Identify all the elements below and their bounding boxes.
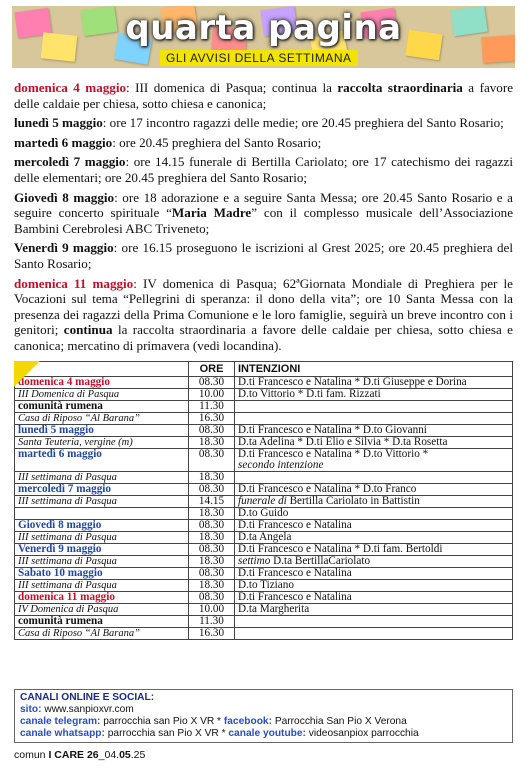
intention-text: D.ta Angela (238, 531, 292, 543)
header-intentions: INTENZIONI (235, 362, 513, 377)
intention-cell (235, 520, 513, 532)
notice-text: ” con il complesso musicale dell’Associazione Bambini Cerebrolesi ABC Triveneto; (14, 205, 514, 236)
intention-cell (235, 472, 513, 484)
notice-day: domenica 4 maggio (14, 80, 127, 95)
notice-day: martedì 6 maggio (14, 134, 113, 150)
day-name-cell (15, 568, 189, 580)
time-cell: 18.30 (189, 532, 235, 544)
day-name: Sabato 10 maggio (18, 567, 103, 579)
notice-bold: continua (63, 322, 113, 338)
notice-text: : ore 16.15 proseguono le iscrizioni al Grest 2025; ore 20.45 preghiera del Santo Rosario; (14, 240, 513, 271)
notice-text: a favore delle caldaie per chiesa, sotto chiesa e canonica; (14, 80, 514, 111)
day-subtitle-cell (15, 580, 189, 592)
notice-day: domenica 11 maggio (14, 275, 134, 291)
telegram-value[interactable]: parrocchia san Pio X VR * (100, 716, 224, 727)
table-header-row (15, 362, 513, 377)
day-name-cell (15, 616, 189, 628)
day-subtitle-cell (15, 628, 189, 640)
day-subtitle-cell (15, 496, 189, 508)
day-subtitle-cell (15, 604, 189, 616)
day-name-cell (15, 377, 189, 389)
intention-cell (235, 556, 513, 568)
day-subtitle: III Domenica di Pasqua (18, 389, 120, 400)
day-name: domenica 11 maggio (18, 591, 115, 603)
time-cell: 14.15 (189, 496, 235, 508)
table-row (15, 377, 513, 389)
intention-text: D.to Tiziano (238, 579, 294, 591)
day-name: comunità rumena (18, 400, 103, 412)
table-row (15, 472, 513, 484)
intention-text: D.ti Francesco e Natalina * D.to Franco (238, 483, 417, 495)
notice-day: mercoledì 7 maggio (14, 154, 126, 170)
time-cell: 18.30 (189, 580, 235, 592)
notice-text: : ore 14.15 funerale di Bertilla Cariolato; ore 17 catechismo dei ragazzi delle elementari; ore 20.45 preghiera del Santo Rosario; (14, 154, 513, 185)
notice-text: : IV domenica di Pasqua; 62ªGiornata Mondiale di Preghiera per le Vocazioni sul tema “Pellegrini di speranza: il dono della vita”; ore 10 Santa Messa con la presenza dei ragazzi della Prima Comunione e le loro famiglie, seguirà un breve incontro con i genitori; (14, 275, 513, 338)
time-cell: 08.30 (189, 520, 235, 532)
time-cell: 10.00 (189, 389, 235, 401)
footer-bold: 26 (86, 749, 99, 761)
intention-cell (235, 568, 513, 580)
intention-cell (235, 628, 513, 640)
day-empty-cell (15, 508, 189, 520)
intention-cell (235, 377, 513, 389)
footer-bold: I CARE (48, 749, 85, 761)
notice-text: : ore 18 adorazione e a seguire Santa Messa; ore 20.45 Santo Rosario e a seguire concerto spirituale “ (14, 189, 513, 221)
notice-day: Venerdì 9 maggio (14, 240, 114, 256)
day-subtitle: III settimana di Pasqua (18, 580, 117, 591)
table-row (15, 508, 513, 520)
day-subtitle-cell (15, 532, 189, 544)
intention-italic: funerale di (238, 495, 287, 507)
intention-text: D.ti Francesco e Natalina * D.to Vittorio * (238, 448, 429, 460)
table-row (15, 425, 513, 437)
time-cell: 08.30 (189, 568, 235, 580)
youtube-label: canale youtube: (228, 728, 306, 739)
header-banner (12, 6, 515, 68)
site-line (20, 704, 507, 716)
notice-bold: Maria Madre (171, 205, 252, 221)
table-row (15, 592, 513, 604)
banner-title: quarta pagina (125, 8, 402, 48)
footer-text: _04. (98, 749, 120, 761)
intention-text: D.ti Francesco e Natalina * D.ti Giuseppe e Dorina (238, 376, 467, 388)
mass-schedule (14, 361, 513, 688)
table-row (15, 544, 513, 556)
table-row (15, 628, 513, 640)
intention-cell (235, 508, 513, 520)
day-name: lunedì 5 maggio (18, 424, 94, 436)
day-subtitle: IV Domenica di Pasqua (18, 604, 119, 615)
mass-schedule-table (14, 361, 513, 640)
day-subtitle-cell (15, 389, 189, 401)
notice-item (14, 190, 513, 237)
intention-cell (235, 616, 513, 628)
day-subtitle-cell (15, 437, 189, 449)
intention-text: D.ti Francesco e Natalina * D.to Giovanni (238, 424, 427, 436)
footer-text: .25 (130, 749, 146, 761)
page-footer-label (14, 749, 145, 761)
intention-cell (235, 532, 513, 544)
notice-item (14, 80, 513, 111)
day-subtitle: III settimana di Pasqua (18, 556, 117, 567)
intention-text: D.ta BertillaCariolato (270, 555, 371, 567)
notice-text: la raccolta straordinaria a favore delle caldaie per chiesa, sotto chiesa e canonica; mercatino di primavera (vedi locandina). (14, 322, 513, 353)
intention-italic: settimo (238, 555, 271, 567)
facebook-value[interactable]: Parrocchia San Pio X Verona (271, 716, 407, 727)
time-cell: 18.30 (189, 556, 235, 568)
notice-item (14, 135, 513, 151)
intention-cell (235, 544, 513, 556)
day-subtitle-cell (15, 413, 189, 425)
intention-cell (235, 496, 513, 508)
time-cell: 16.30 (189, 628, 235, 640)
table-row (15, 532, 513, 544)
corner-triangle (14, 361, 40, 387)
intention-cell (235, 580, 513, 592)
site-label: sito: (20, 704, 42, 715)
day-name-cell (15, 520, 189, 532)
day-subtitle: Casa di Riposo “Al Barana” (18, 413, 140, 424)
telegram-label: canale telegram: (20, 716, 101, 727)
time-cell: 18.30 (189, 437, 235, 449)
time-cell: 08.30 (189, 377, 235, 389)
day-subtitle-cell (15, 556, 189, 568)
time-cell: 18.30 (189, 508, 235, 520)
day-subtitle: III settimana di Pasqua (18, 532, 117, 543)
intention-cell (235, 604, 513, 616)
banner-subtitle: GLI AVVISI DELLA SETTIMANA (160, 50, 358, 66)
time-cell: 16.30 (189, 413, 235, 425)
intention-cell (235, 437, 513, 449)
social-channels-box (14, 689, 513, 743)
day-name-cell (15, 484, 189, 496)
whatsapp-value[interactable]: parrocchia san Pio X VR * (104, 728, 229, 739)
table-row (15, 437, 513, 449)
channels-title: CANALI ONLINE E SOCIAL: (20, 692, 155, 703)
notice-item (14, 240, 513, 271)
intention-text: D.to Guido (238, 507, 289, 519)
table-row (15, 556, 513, 568)
footer-bold: 05 (119, 749, 131, 761)
notice-item (14, 154, 513, 185)
day-name-cell (15, 449, 189, 472)
day-subtitle: III settimana di Pasqua (18, 472, 117, 483)
whatsapp-line (20, 728, 507, 740)
notice-item (14, 276, 513, 354)
intention-note: secondo intenzione (238, 459, 324, 471)
intention-text: Bertilla Cariolato in Battistin (286, 495, 420, 507)
time-cell: 10.00 (189, 604, 235, 616)
telegram-line (20, 716, 507, 728)
table-row (15, 449, 513, 472)
intention-text: D.ti Francesco e Natalina (238, 567, 352, 579)
table-row (15, 401, 513, 413)
table-row (15, 568, 513, 580)
table-row (15, 580, 513, 592)
time-cell: 08.30 (189, 449, 235, 472)
notice-text: : ore 20.45 preghiera del Santo Rosario; (112, 134, 322, 150)
day-name: comunità rumena (18, 615, 103, 627)
facebook-label: facebook: (223, 716, 272, 727)
intention-cell (235, 389, 513, 401)
day-subtitle-cell (15, 472, 189, 484)
table-row (15, 389, 513, 401)
table-row (15, 496, 513, 508)
intention-text: D.to Vittorio * D.ti fam. Rizzati (238, 388, 381, 400)
footer-text: comun (14, 749, 49, 761)
intention-text: D.ti Francesco e Natalina * D.ti fam. Bertoldi (238, 543, 443, 555)
table-row (15, 604, 513, 616)
day-name-cell (15, 401, 189, 413)
day-name: Giovedì 8 maggio (18, 519, 102, 531)
time-cell: 08.30 (189, 592, 235, 604)
site-link[interactable]: www.sanpioxvr.com (41, 704, 134, 715)
day-name-cell (15, 592, 189, 604)
intention-text: D.ta Margherita (238, 603, 310, 615)
notice-bold: raccolta straordinaria (337, 80, 463, 95)
time-cell: 08.30 (189, 544, 235, 556)
notice-day: Giovedì 8 maggio (14, 189, 115, 205)
table-row (15, 616, 513, 628)
intention-text: D.ti Francesco e Natalina (238, 519, 352, 531)
time-cell: 08.30 (189, 425, 235, 437)
day-name: martedì 6 maggio (18, 448, 102, 460)
intention-cell (235, 484, 513, 496)
intention-text: D.ti Francesco e Natalina (238, 591, 352, 603)
time-cell: 18.30 (189, 472, 235, 484)
day-subtitle: III settimana di Pasqua (18, 496, 117, 507)
day-name: mercoledì 7 maggio (18, 483, 112, 495)
weekly-notices (14, 80, 513, 358)
table-row (15, 520, 513, 532)
intention-cell (235, 592, 513, 604)
header-day (15, 362, 189, 377)
intention-text: D.ta Adelina * D.ti Elio e Silvia * D.ta Rosetta (238, 436, 448, 448)
whatsapp-label: canale whatsapp: (20, 728, 105, 739)
notice-text: : ore 17 incontro ragazzi delle medie; ore 20.45 preghiera del Santo Rosario; (102, 115, 504, 131)
table-row (15, 413, 513, 425)
notice-text: : III domenica di Pasqua; continua la (126, 80, 338, 95)
day-name-cell (15, 425, 189, 437)
time-cell: 11.30 (189, 401, 235, 413)
time-cell: 11.30 (189, 616, 235, 628)
header-time: ORE (189, 362, 235, 377)
day-subtitle: Santa Teuteria, vergine (m) (18, 437, 133, 448)
intention-cell (235, 425, 513, 437)
intention-cell (235, 413, 513, 425)
notice-day: lunedì 5 maggio (14, 115, 103, 131)
intention-cell (235, 401, 513, 413)
notice-item (14, 115, 513, 131)
day-name-cell (15, 544, 189, 556)
day-subtitle: Casa di Riposo “Al Barana” (18, 628, 140, 639)
day-name: Venerdì 9 maggio (18, 543, 102, 555)
table-row (15, 484, 513, 496)
day-name: domenica 4 maggio (18, 376, 110, 388)
youtube-value[interactable]: videosanpiox parrocchia (305, 728, 419, 739)
intention-cell (235, 449, 513, 472)
time-cell: 08.30 (189, 484, 235, 496)
